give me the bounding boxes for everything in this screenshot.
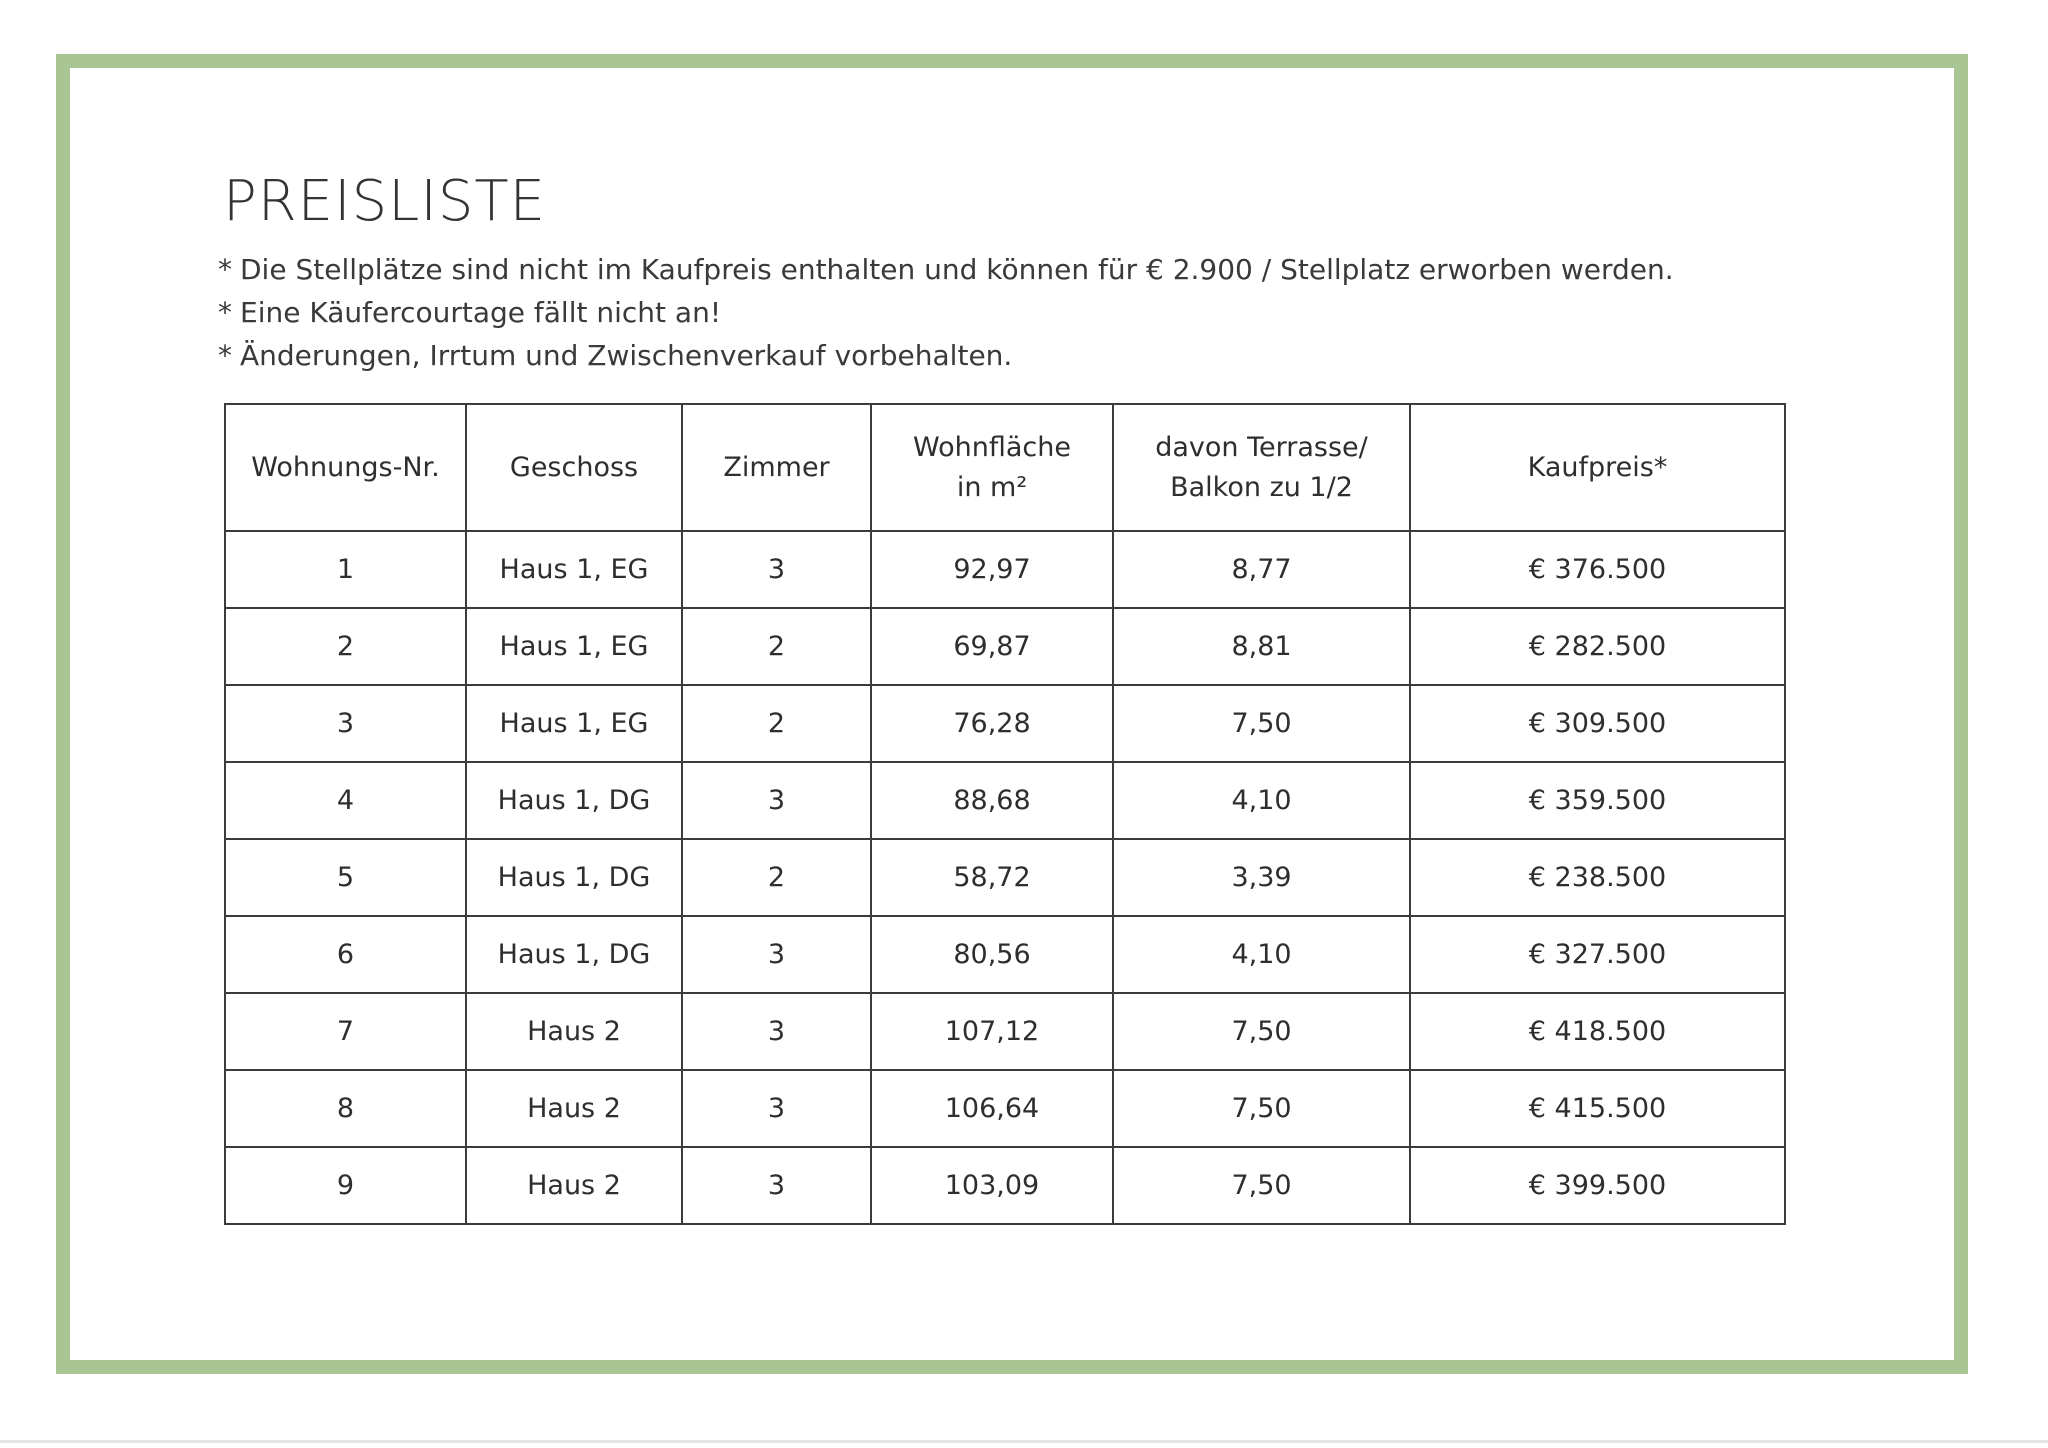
asterisk: * [218, 339, 232, 372]
cell-zimmer: 3 [682, 1147, 871, 1224]
table-row [225, 608, 1785, 685]
table-row [225, 1070, 1785, 1147]
note-text: Die Stellplätze sind nicht im Kaufpreis enthalten und können für € 2.900 / Stellplatz erworben werden. [240, 253, 1674, 286]
cell-geschoss: Haus 1, DG [466, 916, 682, 993]
cell-wohnflaeche: 80,56 [871, 916, 1113, 993]
note-item [218, 248, 1674, 291]
cell-geschoss: Haus 2 [466, 1070, 682, 1147]
cell-geschoss: Haus 2 [466, 1147, 682, 1224]
cell-wohnflaeche: 92,97 [871, 531, 1113, 608]
cell-wohnflaeche: 76,28 [871, 685, 1113, 762]
cell-zimmer: 3 [682, 993, 871, 1070]
cell-wohnungs-nr: 1 [225, 531, 466, 608]
table-row [225, 531, 1785, 608]
note-item [218, 291, 1674, 334]
cell-terrasse-balkon: 4,10 [1113, 916, 1410, 993]
cell-kaufpreis: € 376.500 [1410, 531, 1785, 608]
cell-wohnungs-nr: 4 [225, 762, 466, 839]
table-row [225, 839, 1785, 916]
cell-wohnflaeche: 103,09 [871, 1147, 1113, 1224]
cell-kaufpreis: € 415.500 [1410, 1070, 1785, 1147]
cell-terrasse-balkon: 7,50 [1113, 1147, 1410, 1224]
asterisk: * [218, 296, 232, 329]
cell-zimmer: 3 [682, 916, 871, 993]
note-text: Eine Käufercourtage fällt nicht an! [240, 296, 722, 329]
cell-wohnungs-nr: 7 [225, 993, 466, 1070]
cell-zimmer: 2 [682, 685, 871, 762]
cell-terrasse-balkon: 7,50 [1113, 685, 1410, 762]
cell-kaufpreis: € 309.500 [1410, 685, 1785, 762]
table-header-row [225, 404, 1785, 531]
asterisk: * [218, 253, 232, 286]
cell-geschoss: Haus 1, DG [466, 839, 682, 916]
cell-kaufpreis: € 418.500 [1410, 993, 1785, 1070]
cell-kaufpreis: € 359.500 [1410, 762, 1785, 839]
cell-terrasse-balkon: 8,77 [1113, 531, 1410, 608]
cell-kaufpreis: € 399.500 [1410, 1147, 1785, 1224]
cell-terrasse-balkon: 7,50 [1113, 1070, 1410, 1147]
cell-terrasse-balkon: 7,50 [1113, 993, 1410, 1070]
cell-geschoss: Haus 1, EG [466, 531, 682, 608]
cell-terrasse-balkon: 4,10 [1113, 762, 1410, 839]
cell-zimmer: 2 [682, 608, 871, 685]
scan-edge [0, 1440, 2048, 1443]
table-row [225, 762, 1785, 839]
cell-zimmer: 3 [682, 762, 871, 839]
cell-terrasse-balkon: 8,81 [1113, 608, 1410, 685]
cell-terrasse-balkon: 3,39 [1113, 839, 1410, 916]
header-wohnflaeche: Wohnfläche in m² [871, 404, 1113, 531]
cell-wohnflaeche: 88,68 [871, 762, 1113, 839]
price-table [224, 403, 1786, 1225]
cell-kaufpreis: € 238.500 [1410, 839, 1785, 916]
cell-zimmer: 2 [682, 839, 871, 916]
cell-geschoss: Haus 1, EG [466, 608, 682, 685]
cell-geschoss: Haus 1, DG [466, 762, 682, 839]
table-row [225, 1147, 1785, 1224]
cell-wohnungs-nr: 2 [225, 608, 466, 685]
cell-wohnungs-nr: 6 [225, 916, 466, 993]
cell-kaufpreis: € 327.500 [1410, 916, 1785, 993]
page-title: PREISLISTE [223, 169, 546, 234]
notes-list [218, 248, 1674, 377]
note-text: Änderungen, Irrtum und Zwischenverkauf vorbehalten. [240, 339, 1013, 372]
header-wohnungs-nr: Wohnungs-Nr. [225, 404, 466, 531]
cell-geschoss: Haus 2 [466, 993, 682, 1070]
cell-wohnungs-nr: 9 [225, 1147, 466, 1224]
header-kaufpreis: Kaufpreis* [1410, 404, 1785, 531]
cell-kaufpreis: € 282.500 [1410, 608, 1785, 685]
cell-zimmer: 3 [682, 531, 871, 608]
cell-zimmer: 3 [682, 1070, 871, 1147]
cell-wohnflaeche: 69,87 [871, 608, 1113, 685]
table-row [225, 993, 1785, 1070]
header-geschoss: Geschoss [466, 404, 682, 531]
note-item [218, 334, 1674, 377]
cell-wohnflaeche: 107,12 [871, 993, 1113, 1070]
cell-wohnungs-nr: 5 [225, 839, 466, 916]
cell-wohnungs-nr: 3 [225, 685, 466, 762]
cell-wohnflaeche: 58,72 [871, 839, 1113, 916]
cell-wohnflaeche: 106,64 [871, 1070, 1113, 1147]
table-row [225, 685, 1785, 762]
table-row [225, 916, 1785, 993]
cell-wohnungs-nr: 8 [225, 1070, 466, 1147]
table-body [225, 531, 1785, 1224]
header-terrasse-balkon: davon Terrasse/ Balkon zu 1/2 [1113, 404, 1410, 531]
header-zimmer: Zimmer [682, 404, 871, 531]
cell-geschoss: Haus 1, EG [466, 685, 682, 762]
